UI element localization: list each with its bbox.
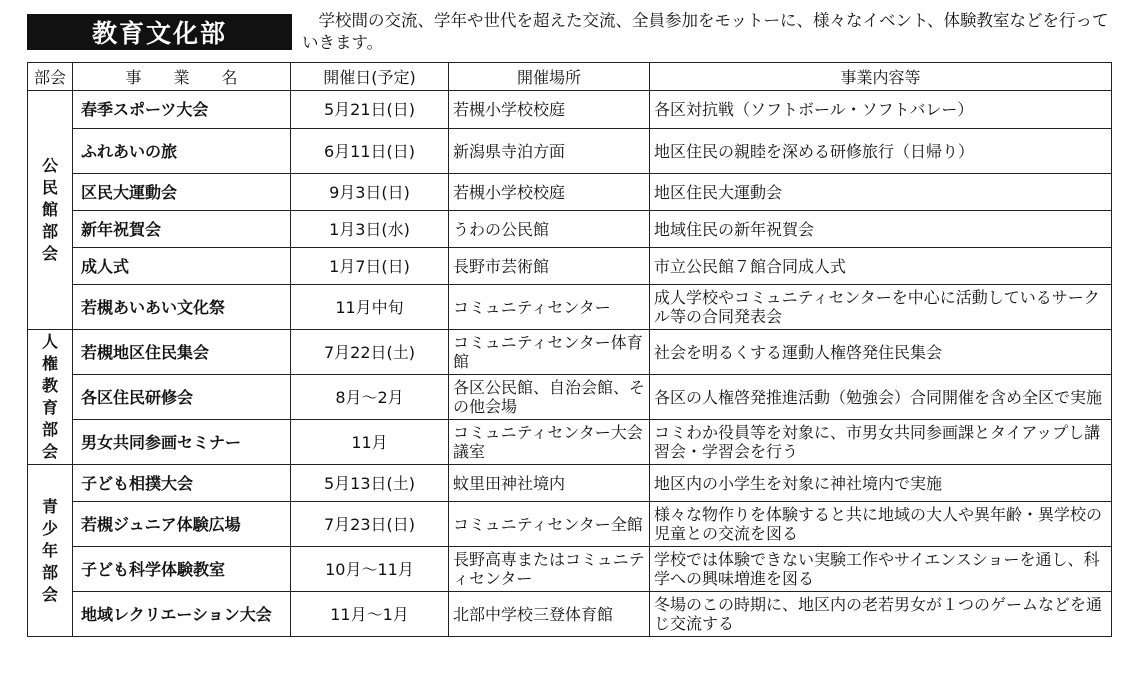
- event-date: 11月: [291, 420, 449, 465]
- table-header-row: [28, 63, 1112, 91]
- event-place: うわの公民館: [449, 211, 650, 248]
- event-name: 各区住民研修会: [73, 375, 291, 420]
- event-name: ふれあいの旅: [73, 129, 291, 174]
- table-row: [28, 420, 1112, 465]
- table-row: [28, 211, 1112, 248]
- table-row: [28, 547, 1112, 592]
- event-name: 区民大運動会: [73, 174, 291, 211]
- table-row: [28, 592, 1112, 637]
- event-name: 若槻ジュニア体験広場: [73, 502, 291, 547]
- event-content: 地域住民の新年祝賀会: [650, 211, 1112, 248]
- event-place: 若槻小学校校庭: [449, 174, 650, 211]
- table-row: [28, 285, 1112, 330]
- department-name: 公民館部会: [41, 156, 58, 263]
- event-content: 学校では体験できない実験工作やサイエンスショーを通し、科学への興味増進を図る: [650, 547, 1112, 592]
- event-content: コミわか役員等を対象に、市男女共同参画課とタイアップし講習会・学習会を行う: [650, 420, 1112, 465]
- department-cell: [28, 465, 73, 637]
- department-name: 人権教育部会: [41, 332, 58, 461]
- event-place: コミュニティセンター大会議室: [449, 420, 650, 465]
- table-row: [28, 91, 1112, 129]
- event-name: 子ども相撲大会: [73, 465, 291, 502]
- header-date: 開催日(予定): [291, 63, 449, 91]
- event-content: 各区の人権啓発推進活動（勉強会）合同開催を含め全区で実施: [650, 375, 1112, 420]
- event-date: 7月22日(土): [291, 330, 449, 375]
- event-date: 10月～11月: [291, 547, 449, 592]
- event-name: 春季スポーツ大会: [73, 91, 291, 129]
- event-content: 地区住民の親睦を深める研修旅行（日帰り）: [650, 129, 1112, 174]
- table-row: [28, 248, 1112, 285]
- event-place: 北部中学校三登体育館: [449, 592, 650, 637]
- table-row: [28, 174, 1112, 211]
- event-content: 市立公民館７館合同成人式: [650, 248, 1112, 285]
- event-date: 11月～1月: [291, 592, 449, 637]
- table-row: [28, 375, 1112, 420]
- event-date: 8月～2月: [291, 375, 449, 420]
- table-row: [28, 129, 1112, 174]
- event-date: 1月7日(日): [291, 248, 449, 285]
- table-row: [28, 330, 1112, 375]
- event-name: 子ども科学体験教室: [73, 547, 291, 592]
- event-place: 長野高専またはコミュニティセンター: [449, 547, 650, 592]
- event-date: 5月21日(日): [291, 91, 449, 129]
- event-content: 冬場のこの時期に、地区内の老若男女が１つのゲームなどを通じ交流する: [650, 592, 1112, 637]
- event-content: 地区住民大運動会: [650, 174, 1112, 211]
- event-place: コミュニティセンター: [449, 285, 650, 330]
- event-content: 様々な物作りを体験すると共に地域の大人や異年齢・異学校の児童との交流を図る: [650, 502, 1112, 547]
- department-cell: [28, 330, 73, 465]
- table-row: [28, 502, 1112, 547]
- events-table: [27, 62, 1112, 637]
- section-title: 教育文化部: [27, 14, 292, 50]
- event-place: コミュニティセンター体育館: [449, 330, 650, 375]
- event-date: 9月3日(日): [291, 174, 449, 211]
- event-place: 新潟県寺泊方面: [449, 129, 650, 174]
- event-place: コミュニティセンター全館: [449, 502, 650, 547]
- event-name: 若槻地区住民集会: [73, 330, 291, 375]
- table-row: [28, 465, 1112, 502]
- event-date: 6月11日(日): [291, 129, 449, 174]
- event-content: 成人学校やコミュニティセンターを中心に活動しているサークル等の合同発表会: [650, 285, 1112, 330]
- header-place: 開催場所: [449, 63, 650, 91]
- header-event: 事 業 名: [73, 63, 291, 91]
- event-name: 成人式: [73, 248, 291, 285]
- event-content: 地区内の小学生を対象に神社境内で実施: [650, 465, 1112, 502]
- event-content: 各区対抗戦（ソフトボール・ソフトバレー）: [650, 91, 1112, 129]
- department-name: 青少年部会: [41, 496, 58, 604]
- event-place: 蚊里田神社境内: [449, 465, 650, 502]
- event-place: 各区公民館、自治会館、その他会場: [449, 375, 650, 420]
- header-content: 事業内容等: [650, 63, 1112, 91]
- header-department: 部会: [28, 63, 73, 91]
- event-date: 11月中旬: [291, 285, 449, 330]
- event-date: 7月23日(日): [291, 502, 449, 547]
- event-place: 長野市芸術館: [449, 248, 650, 285]
- event-name: 若槻あいあい文化祭: [73, 285, 291, 330]
- event-date: 5月13日(土): [291, 465, 449, 502]
- event-name: 男女共同参画セミナー: [73, 420, 291, 465]
- event-content: 社会を明るくする運動人権啓発住民集会: [650, 330, 1112, 375]
- event-place: 若槻小学校校庭: [449, 91, 650, 129]
- event-name: 新年祝賀会: [73, 211, 291, 248]
- department-cell: [28, 91, 73, 330]
- event-date: 1月3日(水): [291, 211, 449, 248]
- event-name: 地域レクリエーション大会: [73, 592, 291, 637]
- section-intro: 学校間の交流、学年や世代を超えた交流、全員参加をモットーに、様々なイベント、体験教室などを行っていきます。: [302, 11, 1109, 52]
